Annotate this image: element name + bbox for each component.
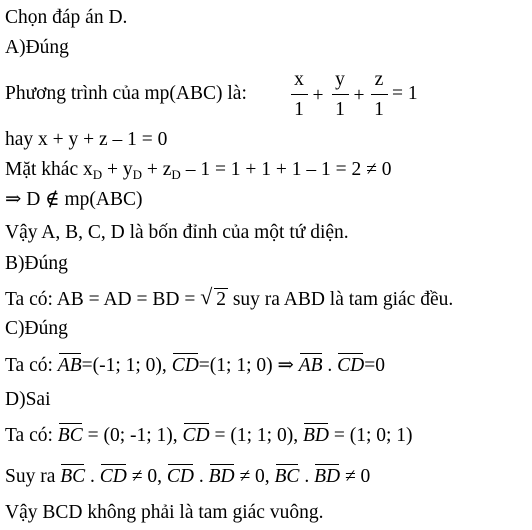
- d-prefix: Ta có:: [5, 425, 58, 446]
- bd-value: = (1; 0; 1): [328, 425, 413, 446]
- plus-z: + z: [142, 159, 172, 180]
- sqrt-argument: 2: [216, 289, 226, 310]
- vector-ab: AB: [298, 355, 323, 376]
- frac-bar: [291, 94, 308, 95]
- dot-operator: .: [198, 466, 204, 487]
- equals-one: = 1: [392, 83, 418, 104]
- dot-operator: .: [304, 466, 310, 487]
- cd-value: =(1; 1; 0) ⇒: [198, 355, 294, 376]
- vector-bd: BD: [314, 466, 341, 487]
- subscript-d: D: [92, 167, 103, 182]
- vector-cd: CD: [337, 355, 365, 376]
- vectors-d-line: [5, 426, 413, 446]
- vector-cd: CD: [99, 466, 127, 487]
- ab-value: =(-1; 1; 0),: [81, 355, 167, 376]
- label-c: C)Đúng: [5, 318, 68, 339]
- answer-heading: Chọn đáp án D.: [5, 7, 128, 28]
- substitution-line: [5, 160, 392, 181]
- plus-sign: +: [312, 85, 324, 106]
- frac-den: 1: [294, 99, 304, 120]
- mat-khac-suffix: – 1 = 1 + 1 + 1 – 1 = 2 ≠ 0: [180, 159, 392, 180]
- frac-den: 1: [335, 99, 345, 120]
- label-d: D)Sai: [5, 389, 51, 410]
- frac-bar: [332, 94, 349, 95]
- c-prefix: Ta có:: [5, 355, 58, 376]
- vector-bc: BC: [274, 466, 300, 487]
- mat-khac-prefix: Mặt khác x: [5, 159, 93, 180]
- cd-value: = (1; 1; 0),: [209, 425, 299, 446]
- subscript-d: D: [171, 167, 181, 182]
- sqrt-expression: [200, 284, 228, 310]
- not-zero: ≠ 0,: [131, 466, 162, 487]
- vector-bc: BC: [60, 466, 86, 487]
- dot-operator: .: [327, 355, 333, 376]
- plane-intro: Phương trình của mp(ABC) là:: [5, 83, 247, 104]
- label-a: A)Đúng: [5, 37, 69, 58]
- dot-products-line: [5, 467, 370, 487]
- tetrahedron-conclusion: Vậy A, B, C, D là bốn đỉnh của một tứ diện.: [5, 222, 349, 243]
- vector-cd: CD: [171, 355, 199, 376]
- frac-num-y: y: [335, 69, 345, 90]
- dot-result: =0: [364, 355, 385, 376]
- bc-value: = (0; -1; 1),: [82, 425, 178, 446]
- subscript-d: D: [132, 167, 143, 182]
- vector-bc: BC: [57, 425, 83, 446]
- frac-den: 1: [374, 99, 384, 120]
- vector-cd: CD: [166, 466, 194, 487]
- vectors-c-line: [5, 356, 385, 376]
- frac-num-z: z: [374, 69, 384, 90]
- right-triangle-conclusion: Vậy BCD không phải là tam giác vuông.: [5, 502, 324, 523]
- general-equation: hay x + y + z – 1 = 0: [5, 129, 168, 150]
- b-suffix: suy ra ABD là tam giác đều.: [227, 289, 454, 310]
- frac-num-x: x: [294, 69, 304, 90]
- radical-sign: √: [200, 284, 213, 309]
- equilateral-line: [5, 284, 454, 310]
- frac-bar: [371, 94, 388, 95]
- dot-operator: .: [90, 466, 95, 487]
- not-zero: ≠ 0: [344, 466, 371, 487]
- plus-sign: +: [353, 85, 365, 106]
- vector-ab: AB: [57, 355, 82, 376]
- plus-y: + y: [102, 159, 133, 180]
- vector-bd: BD: [302, 425, 329, 446]
- suy-ra: Suy ra: [5, 466, 56, 487]
- vector-cd: CD: [182, 425, 210, 446]
- vector-bd: BD: [208, 466, 235, 487]
- b-prefix: Ta có: AB = AD = BD =: [5, 289, 201, 310]
- not-in-plane: ⇒ D ∉ mp(ABC): [5, 189, 143, 210]
- label-b: B)Đúng: [5, 253, 68, 274]
- not-zero: ≠ 0,: [239, 466, 270, 487]
